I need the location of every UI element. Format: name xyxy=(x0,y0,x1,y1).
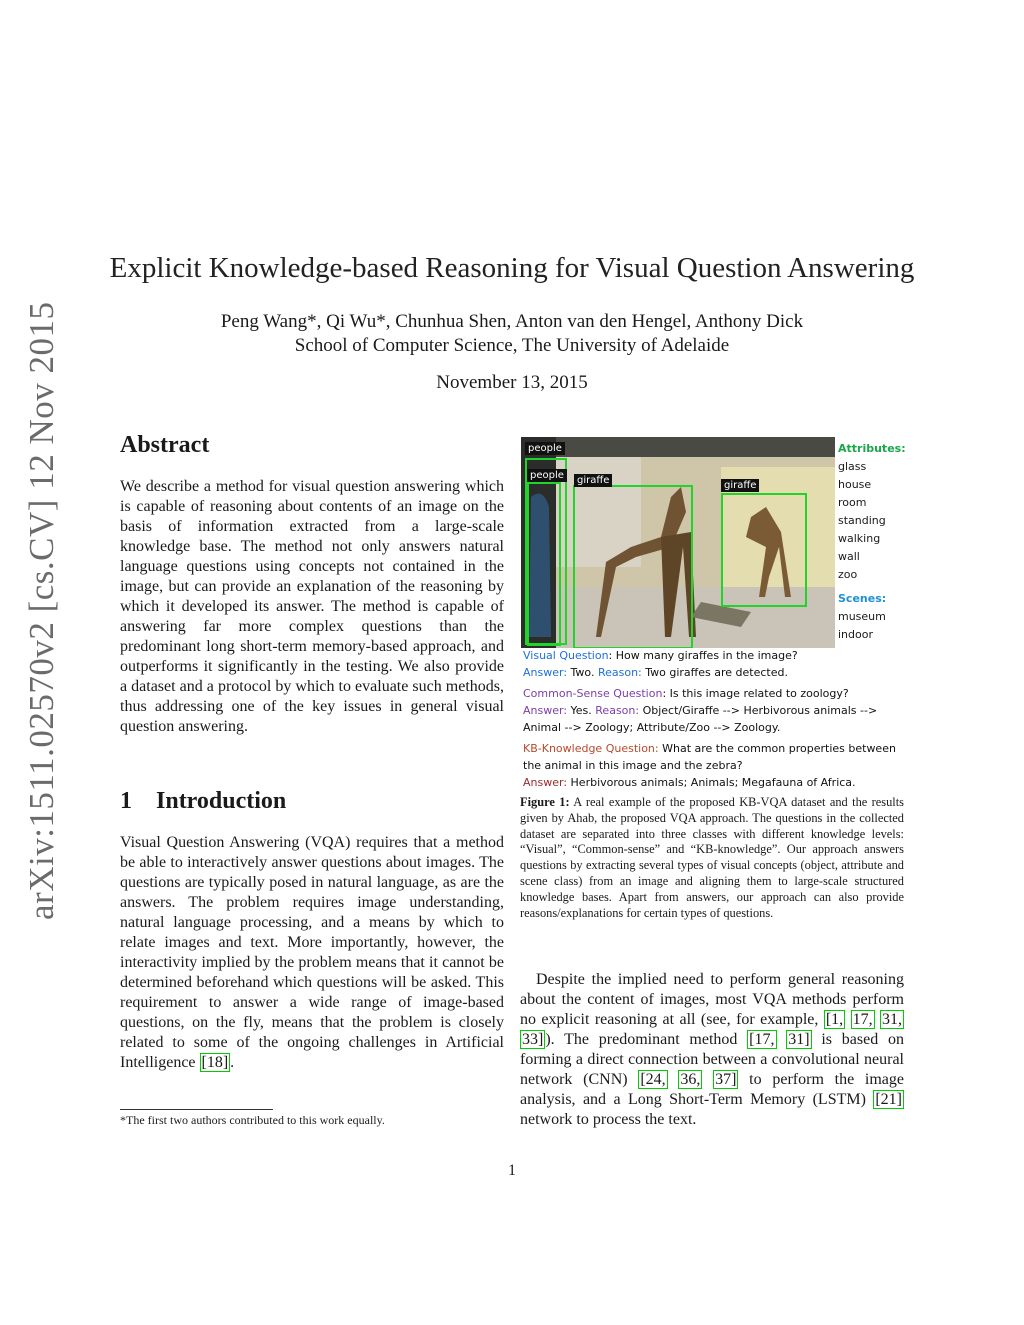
common-a-text: Yes. xyxy=(567,704,596,717)
abstract-heading: Abstract xyxy=(120,432,210,458)
citation-link[interactable]: [17, xyxy=(749,1031,775,1048)
people-label-2: people xyxy=(527,469,567,482)
common-r-label: Reason: xyxy=(595,704,640,717)
attributes-heading: Attributes: xyxy=(838,442,906,455)
figure-image xyxy=(521,437,835,648)
common-a-label: Answer: xyxy=(523,704,568,717)
common-r-text: Object/Giraffe --> Herbivorous animals --> xyxy=(639,704,878,717)
footnote-rule xyxy=(120,1109,273,1110)
page-number: 1 xyxy=(508,1162,516,1179)
giraffe-label-1: giraffe xyxy=(574,474,612,487)
right-paragraph xyxy=(520,970,904,1130)
intro-heading xyxy=(120,788,504,815)
intro-paragraph: Visual Question Answering (VQA) requires that a method be able to interactively answer questions about images. The questions are typically posed in natural language, as are the answers. The problem requires image understanding, natural language processing, and a means by which to relate images and text. More importantly, however, the interactivity implied by the problem means that it cannot be determined beforehand which questions will be asked. This requirement to answer a wide range of image-based questions, on the fly, means that the problem is closely related to some of the ongoing challenges in Artificial Intelligence xyxy=(120,834,504,1071)
scenes-heading: Scenes: xyxy=(838,592,887,605)
attribute-item: glass xyxy=(838,460,867,473)
attribute-item: standing xyxy=(838,514,886,527)
visual-r-label: Reason: xyxy=(597,666,642,679)
citation-link[interactable]: 17, xyxy=(852,1011,873,1028)
paper-title: Explicit Knowledge-based Reasoning for Visual Question Answering xyxy=(109,252,915,284)
attribute-item: zoo xyxy=(838,568,858,581)
common-sense-block xyxy=(523,685,903,736)
citation-link[interactable]: 31] xyxy=(788,1031,810,1048)
visual-q-label: Visual Question xyxy=(523,649,609,662)
para-text: network to process the text. xyxy=(520,1111,697,1128)
concept-list xyxy=(838,440,906,644)
attribute-item: wall xyxy=(838,550,860,563)
citation-link[interactable]: [21] xyxy=(875,1091,902,1108)
kb-q-label: KB-Knowledge Question: xyxy=(523,742,659,755)
author-block xyxy=(0,310,1024,358)
citation-link[interactable]: 31, xyxy=(882,1011,903,1028)
caption-text: A real example of the proposed KB-VQA dataset and the results given by Ahab, the proposed VQA approach. The questions in the collected dataset are separated into three classes with different knowledge levels: “Visual”, “Common-sense” and “KB-knowledge”. Our approach answers questions by extracting several types of visual concepts (object, attribute and scene class) from an image and aligning them to large-scale structured knowledge bases. Apart from answers, our approach can also provide reasons/explanations for certain types of questions. xyxy=(520,795,904,920)
intro-paragraph-end: . xyxy=(230,1054,235,1071)
attribute-item: walking xyxy=(838,532,881,545)
visual-a-label: Answer: xyxy=(523,666,568,679)
figure-caption xyxy=(520,795,904,921)
arxiv-identifier: arXiv:1511.02570v2 [cs.CV] 12 Nov 2015 xyxy=(22,301,61,920)
citation-link[interactable]: [24, xyxy=(640,1071,666,1088)
authors: Peng Wang*, Qi Wu*, Chunhua Shen, Anton van den Hengel, Anthony Dick xyxy=(220,311,804,332)
citation-link[interactable]: [1, xyxy=(825,1011,844,1028)
common-q-text: : Is this image related to zoology? xyxy=(662,687,849,700)
para-text: Despite the implied need to perform general reasoning about the content of images, most VQA methods perform no explicit reasoning at all (see, for example, xyxy=(520,971,904,1028)
affiliation: School of Computer Science, The University of Adelaide xyxy=(294,335,730,356)
visual-q-text: : How many giraffes in the image? xyxy=(608,649,798,662)
kb-a-label: Answer: xyxy=(523,776,568,789)
people-label-1: people xyxy=(525,442,565,455)
scene-item: museum xyxy=(838,610,886,623)
section-number: 1 xyxy=(120,788,132,814)
intro-text xyxy=(120,833,504,1073)
people-box-2 xyxy=(527,482,561,646)
abstract-text: We describe a method for visual question answering which is capable of reasoning about contents of an image on the basis of information extracted from a large-scale knowledge base. The method not only answers natural language questions using concepts not contained in the image, but can provide an explanation of the reasoning by which it developed its answer. The method is capable of answering far more complex questions than the predominant long short-term memory-based approach, and outperforms it significantly in the testing. We also provide a dataset and a protocol by which to evaluate such methods, thus addressing one of the key issues in general visual question answering. xyxy=(120,478,504,735)
citation-link[interactable]: 37] xyxy=(715,1071,737,1088)
scene-item: indoor xyxy=(838,628,873,641)
para-text: to perform the image analysis, and a Long Short-Term Memory (LSTM) xyxy=(520,1071,904,1108)
footnote: *The first two authors contributed to this work equally. xyxy=(120,1113,385,1127)
common-q-label: Common-Sense Question xyxy=(523,687,663,700)
visual-r-text: Two giraffes are detected. xyxy=(641,666,788,679)
para-text: is based on forming a direct connection between a convolutional neural network (CNN) xyxy=(520,1031,904,1088)
common-r-text-2: Animal --> Zoology; Attribute/Zoo --> Zoology. xyxy=(523,721,781,734)
giraffe-box-2 xyxy=(721,493,807,607)
section-title: Introduction xyxy=(156,788,287,814)
giraffe-box-1 xyxy=(573,485,693,648)
citation-link[interactable]: 36, xyxy=(680,1071,701,1088)
date: November 13, 2015 xyxy=(436,372,588,393)
caption-label: Figure 1: xyxy=(520,795,570,809)
attribute-item: house xyxy=(838,478,872,491)
citation-link[interactable]: 33] xyxy=(522,1031,544,1048)
kb-question-block xyxy=(523,740,903,791)
kb-q-text-2: the animal in this image and the zebra? xyxy=(523,759,743,772)
visual-question-block xyxy=(523,647,903,681)
kb-q-text: What are the common properties between xyxy=(658,742,896,755)
citation-link[interactable]: [18] xyxy=(201,1054,229,1071)
para-text: ). The predominant method xyxy=(545,1031,748,1048)
visual-a-text: Two. xyxy=(567,666,598,679)
kb-a-text: Herbivorous animals; Animals; Megafauna of Africa. xyxy=(567,776,856,789)
giraffe-label-2: giraffe xyxy=(721,479,759,492)
attribute-item: room xyxy=(838,496,867,509)
